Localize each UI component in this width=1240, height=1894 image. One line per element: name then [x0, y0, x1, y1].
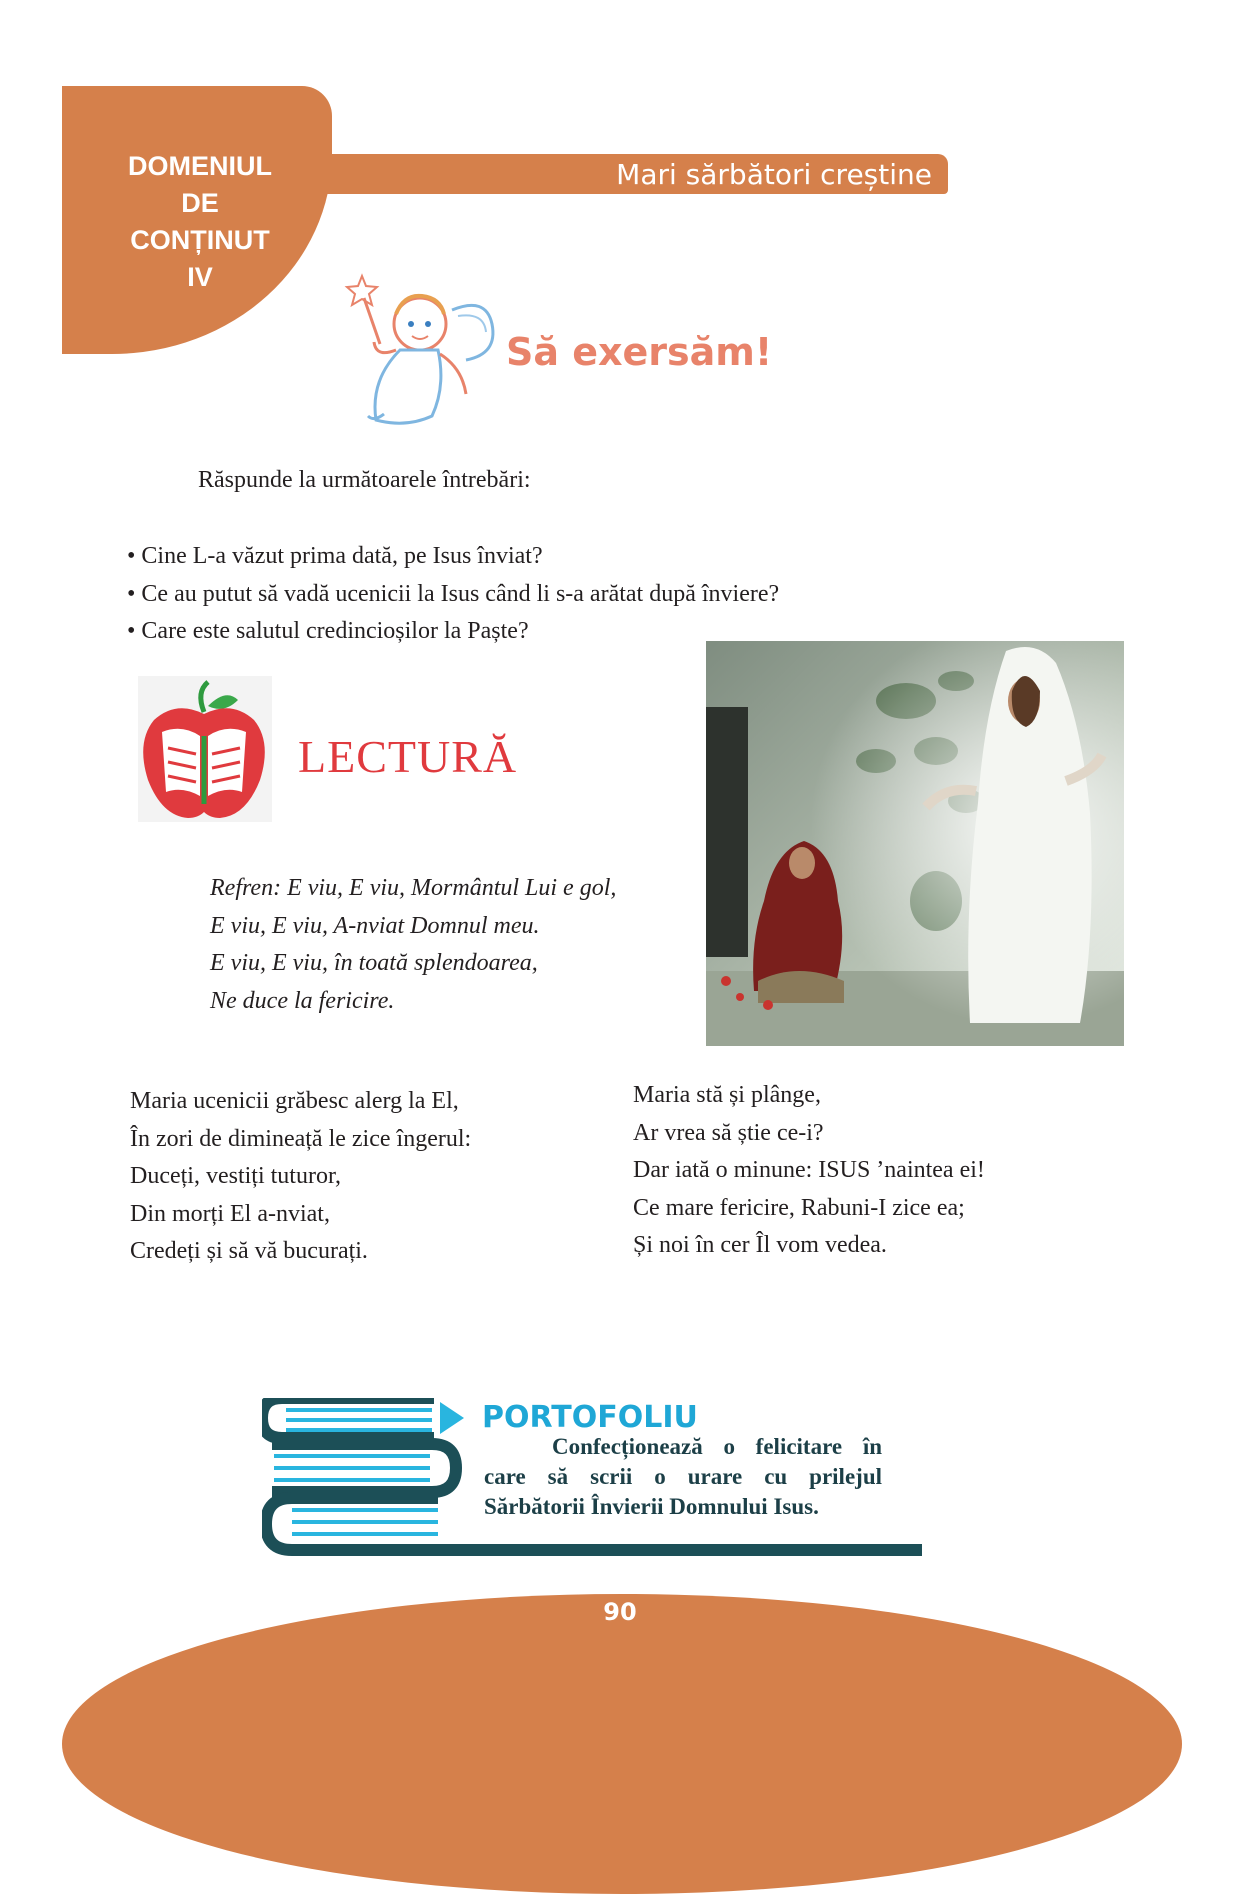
- question-item: • Care este salutul credincioșilor la Paște?: [127, 618, 529, 644]
- stanza-line: Ce mare fericire, Rabuni-I zice ea;: [633, 1194, 965, 1221]
- stanza-line: Credeți și să vă bucurați.: [130, 1238, 368, 1264]
- domain-line: DOMENIUL: [128, 151, 272, 181]
- stanza-left: [130, 1083, 471, 1271]
- resurrection-illustration: [706, 641, 1124, 1046]
- stanza-right: [633, 1077, 985, 1265]
- lectura-heading: LECTURĂ: [298, 731, 518, 782]
- stanza-line: Dar iată o minune: ISUS ’naintea ei!: [633, 1157, 985, 1183]
- domain-line: DE: [181, 188, 219, 218]
- angel-icon: [340, 264, 500, 434]
- question-list: [127, 538, 779, 651]
- refrain: [210, 870, 616, 1020]
- topic-title: Mari sărbători creștine: [616, 158, 932, 191]
- question-item: • Cine L-a văzut prima dată, pe Isus înviat?: [127, 543, 543, 569]
- stanza-line: Și noi în cer Îl vom vedea.: [633, 1232, 887, 1258]
- domain-line: IV: [187, 262, 213, 292]
- question-item: • Ce au putut să vadă ucenicii la Isus când li s-a arătat după înviere?: [127, 580, 780, 607]
- stanza-line: Maria stă și plânge,: [633, 1082, 821, 1108]
- exercise-heading: Să exersăm!: [506, 330, 773, 374]
- domain-label: [110, 148, 290, 296]
- stanza-line: În zori de dimineață le zice îngerul:: [130, 1125, 472, 1152]
- stanza-line: Ar vrea să știe ce-i?: [633, 1119, 824, 1146]
- portfolio-heading: PORTOFOLIU: [482, 1400, 698, 1435]
- domain-line: CONȚINUT: [130, 225, 270, 255]
- refrain-line: Ne duce la fericire.: [210, 987, 395, 1014]
- page-number: 90: [603, 1598, 637, 1626]
- portfolio-task: Confecționează o felicitare în care să scrii o urare cu prilejul Sărbătorii Învierii Domnului Isus.: [484, 1434, 882, 1519]
- stanza-line: Maria ucenicii grăbesc alerg la El,: [130, 1088, 459, 1114]
- instruction-text: Răspunde la următoarele întrebări:: [198, 467, 531, 493]
- refrain-line: E viu, E viu, A-nviat Domnul meu.: [210, 912, 540, 939]
- stanza-line: Din morți El a-nviat,: [130, 1200, 330, 1227]
- refrain-line: E viu, E viu, în toată splendoarea,: [210, 950, 538, 976]
- refrain-line: Refren: E viu, E viu, Mormântul Lui e gol,: [210, 875, 617, 901]
- stanza-line: Duceți, vestiți tuturor,: [130, 1163, 341, 1189]
- footer-band: [62, 1594, 1182, 1894]
- apple-book-icon: [138, 676, 272, 822]
